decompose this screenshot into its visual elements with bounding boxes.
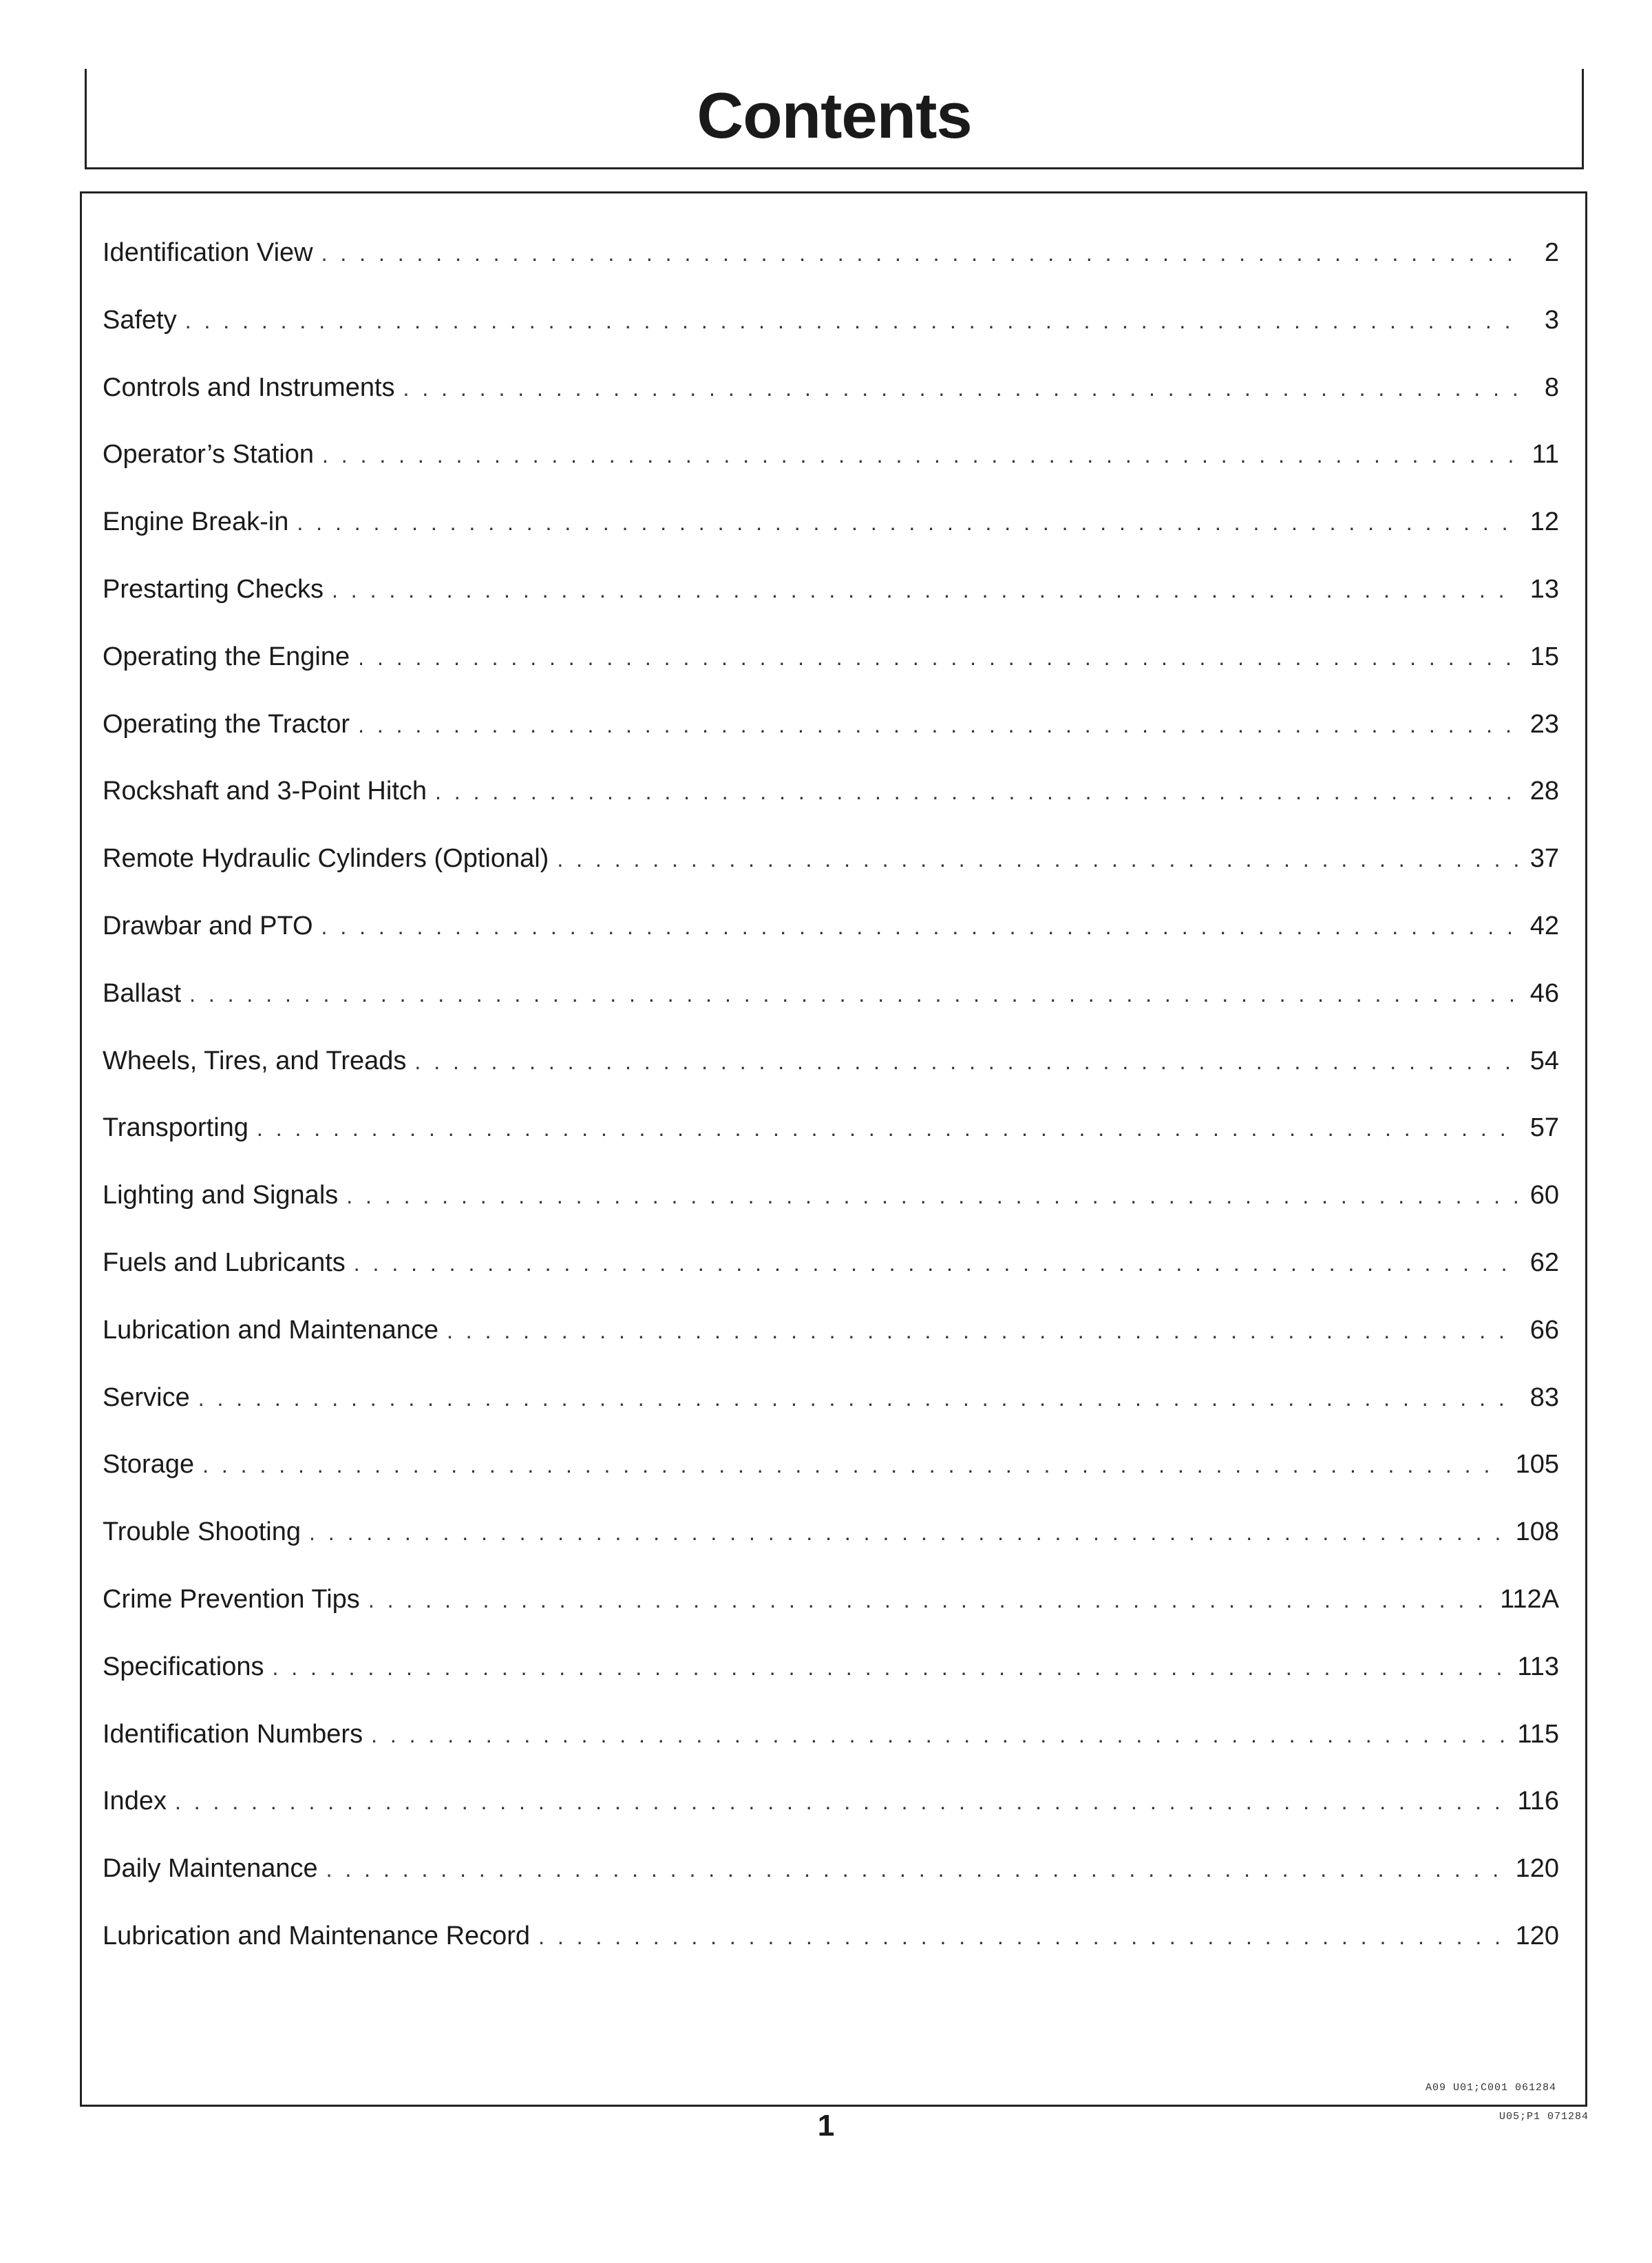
toc-entry-page: 15: [1529, 642, 1559, 671]
toc-entry[interactable]: [103, 636, 1559, 704]
toc-entry[interactable]: [103, 1175, 1559, 1242]
toc-entry-page: 42: [1529, 911, 1559, 940]
dot-leader: [322, 434, 1521, 476]
dot-leader: [326, 1849, 1505, 1890]
toc-entry-label: Daily Maintenance: [103, 1854, 318, 1884]
toc-entry[interactable]: [103, 1579, 1559, 1646]
toc-entry[interactable]: [103, 1309, 1559, 1377]
toc-entry-page: 115: [1517, 1719, 1559, 1749]
toc-entry[interactable]: [103, 1848, 1559, 1915]
toc-entry[interactable]: [103, 1915, 1559, 1983]
toc-entry-label: Controls and Instruments: [103, 372, 395, 402]
toc-entry[interactable]: [103, 367, 1559, 434]
dot-leader: [272, 1647, 1506, 1688]
toc-entry-page: 8: [1544, 372, 1559, 402]
toc-entry[interactable]: [103, 1714, 1559, 1781]
document-code: A09 U01;C001 061284: [1425, 2082, 1556, 2094]
toc-entry-page: 57: [1529, 1113, 1559, 1143]
dot-leader: [309, 1512, 1505, 1553]
toc-entry-label: Operating the Engine: [103, 642, 350, 671]
toc-entry-label: Transporting: [103, 1113, 248, 1143]
toc-entry-page: 113: [1517, 1652, 1559, 1681]
toc-entry-page: 112A: [1500, 1584, 1559, 1614]
dot-leader: [321, 906, 1519, 947]
toc-entry[interactable]: [103, 501, 1559, 569]
dot-leader: [403, 368, 1521, 409]
toc-entry-label: Identification Numbers: [103, 1719, 363, 1749]
toc-entry[interactable]: [103, 1511, 1559, 1579]
toc-entry-label: Storage: [103, 1450, 195, 1480]
toc-entry-page: 23: [1529, 709, 1559, 739]
toc-entry-page: 13: [1529, 574, 1559, 604]
contents-box: [80, 191, 1587, 2107]
toc-entry-page: 120: [1515, 1921, 1559, 1950]
page-title: Contents: [697, 79, 972, 151]
toc-entry-page: 54: [1529, 1046, 1559, 1075]
toc-entry[interactable]: [103, 1646, 1559, 1714]
toc-entry[interactable]: [103, 434, 1559, 501]
dot-leader: [321, 233, 1521, 274]
toc-entry-page: 105: [1515, 1450, 1559, 1480]
toc-entry-label: Engine Break-in: [103, 507, 289, 537]
dot-leader: [332, 569, 1519, 611]
toc-entry-label: Drawbar and PTO: [103, 911, 313, 940]
toc-entry-page: 116: [1517, 1787, 1559, 1816]
toc-entry[interactable]: [103, 1242, 1559, 1309]
dot-leader: [435, 771, 1519, 812]
toc-entry-label: Operator’s Station: [103, 440, 314, 470]
toc-entry-page: 11: [1532, 440, 1559, 470]
toc-entry-page: 108: [1515, 1517, 1559, 1547]
toc-entry-label: Safety: [103, 305, 177, 335]
toc-entry-label: Lubrication and Maintenance: [103, 1315, 439, 1345]
toc-entry-label: Trouble Shooting: [103, 1517, 301, 1547]
toc-entry-page: 83: [1529, 1382, 1559, 1412]
toc-entry[interactable]: [103, 770, 1559, 838]
title-box: [85, 69, 1584, 169]
toc-entry-page: 2: [1544, 238, 1559, 267]
toc-entry-page: 12: [1529, 507, 1559, 537]
toc-entry-page: 3: [1544, 305, 1559, 335]
toc-list: [103, 232, 1559, 1983]
dot-leader: [202, 1444, 1505, 1486]
dot-leader: [354, 1243, 1519, 1284]
dot-leader: [175, 1781, 1506, 1822]
toc-entry-page: 37: [1529, 844, 1559, 874]
toc-entry[interactable]: [103, 1040, 1559, 1108]
toc-entry-label: Rockshaft and 3-Point Hitch: [103, 777, 427, 806]
toc-entry-page: 66: [1529, 1315, 1559, 1345]
toc-entry[interactable]: [103, 1377, 1559, 1444]
toc-entry-page: 62: [1529, 1248, 1559, 1277]
toc-entry[interactable]: [103, 973, 1559, 1040]
toc-entry-label: Operating the Tractor: [103, 709, 350, 739]
toc-entry-page: 28: [1529, 777, 1559, 806]
toc-entry-label: Wheels, Tires, and Treads: [103, 1046, 407, 1075]
toc-entry[interactable]: [103, 1780, 1559, 1848]
dot-leader: [557, 839, 1518, 880]
dot-leader: [185, 300, 1521, 341]
toc-entry-label: Identification View: [103, 238, 313, 267]
dot-leader: [346, 1175, 1518, 1217]
dot-leader: [358, 637, 1519, 678]
dot-leader: [358, 704, 1519, 746]
toc-entry-label: Fuels and Lubricants: [103, 1248, 346, 1277]
toc-entry[interactable]: [103, 905, 1559, 973]
toc-entry-label: Prestarting Checks: [103, 574, 324, 604]
dot-leader: [198, 1378, 1519, 1419]
footer-code: U05;P1 071284: [1499, 2111, 1589, 2123]
toc-entry[interactable]: [103, 299, 1559, 367]
toc-entry[interactable]: [103, 1444, 1559, 1511]
toc-entry-page: 46: [1529, 978, 1559, 1008]
toc-entry[interactable]: [103, 232, 1559, 299]
dot-leader: [189, 973, 1519, 1015]
toc-entry[interactable]: [103, 569, 1559, 636]
toc-entry-label: Crime Prevention Tips: [103, 1584, 360, 1614]
toc-entry-label: Remote Hydraulic Cylinders (Optional): [103, 844, 549, 874]
toc-entry[interactable]: [103, 1107, 1559, 1175]
toc-entry-label: Ballast: [103, 978, 182, 1008]
toc-entry-label: Service: [103, 1382, 190, 1412]
page-number: 1: [817, 2109, 835, 2143]
toc-entry[interactable]: [103, 704, 1559, 771]
toc-entry-page: 60: [1529, 1181, 1559, 1210]
toc-entry-label: Specifications: [103, 1652, 264, 1681]
dot-leader: [414, 1041, 1518, 1082]
toc-entry[interactable]: [103, 838, 1559, 905]
dot-leader: [257, 1108, 1519, 1149]
dot-leader: [368, 1579, 1489, 1621]
toc-entry-label: Lighting and Signals: [103, 1181, 339, 1210]
toc-entry-label: Lubrication and Maintenance Record: [103, 1921, 531, 1950]
toc-entry-page: 120: [1515, 1854, 1559, 1884]
dot-leader: [297, 502, 1518, 543]
dot-leader: [371, 1714, 1506, 1756]
dot-leader: [447, 1310, 1519, 1351]
dot-leader: [538, 1916, 1505, 1957]
toc-entry-label: Index: [103, 1787, 167, 1816]
